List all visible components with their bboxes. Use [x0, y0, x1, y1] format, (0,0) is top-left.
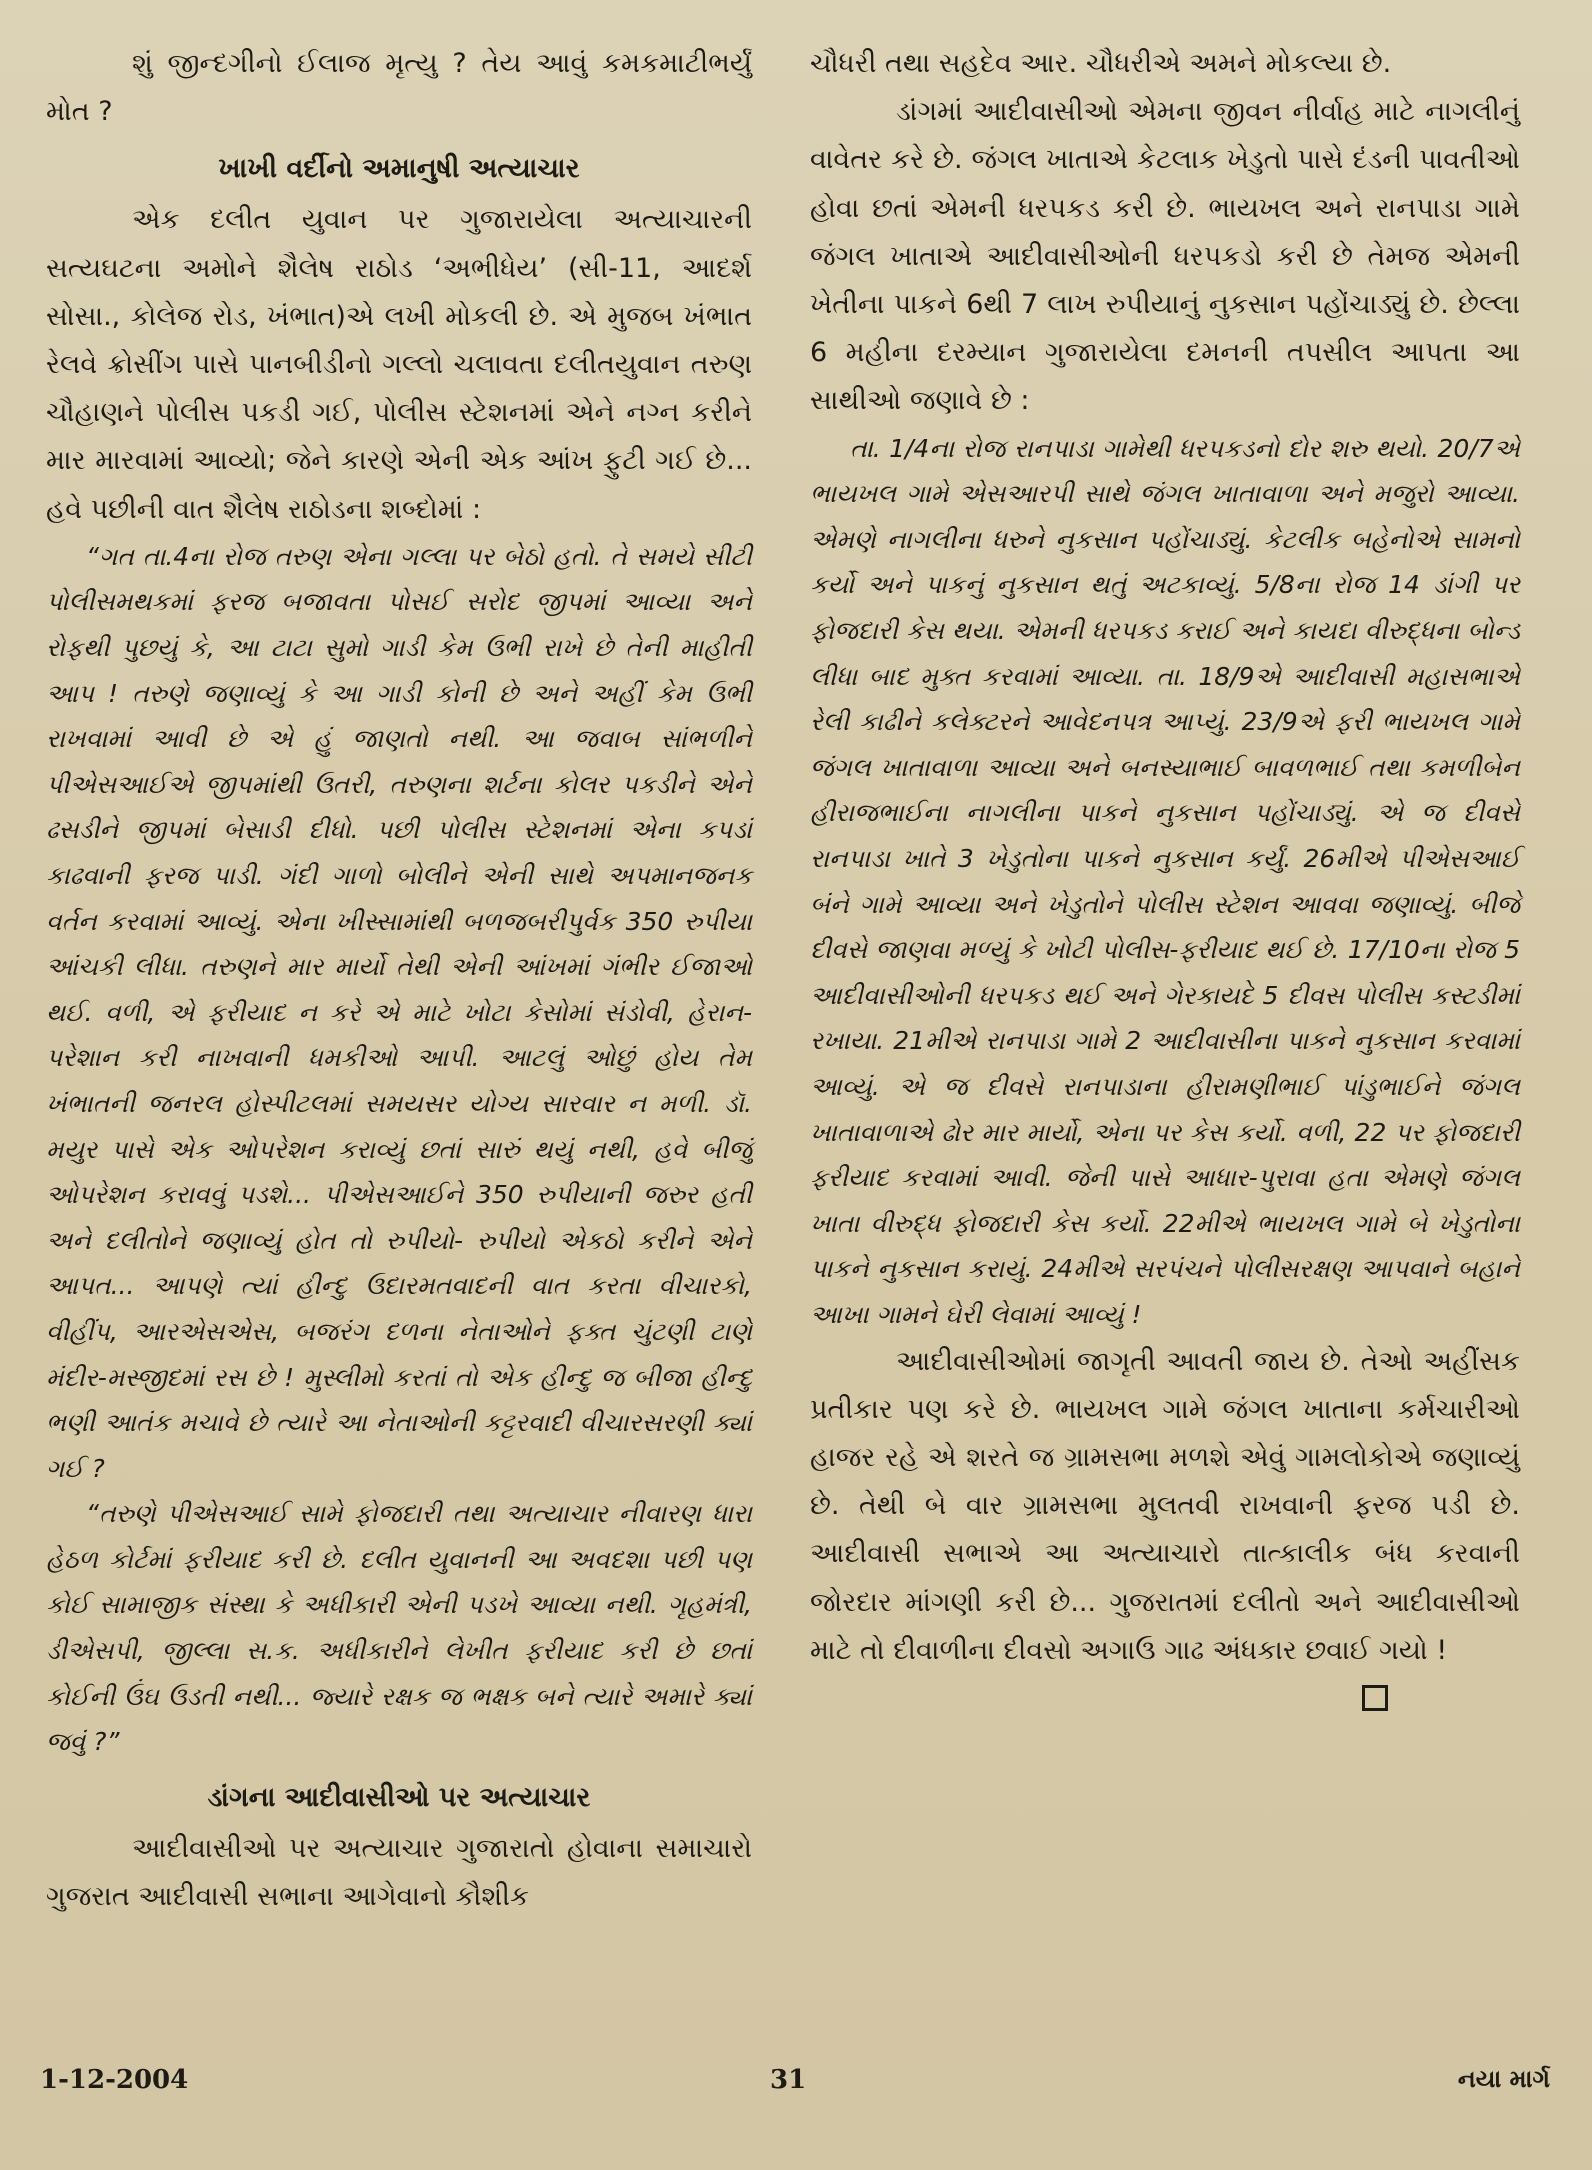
body-paragraph: આદીવાસીઓમાં જાગૃતી આવતી જાય છે. તેઓ અહીંસક પ્રતીકાર પણ કરે છે. ભાયખલ ગામે જંગલ ખાતાના કર્મચારીઓ હાજર રહે એ શરતે જ ગ્રામસભા મળશે એવું ગામલોકોએ જણાવ્યું છે. તેથી બે વાર ગ્રામસભા મુલતવી રાખવાની ફરજ પડી છે. આદીવાસી સભાએ આ અત્યાચારો તાત્કાલીક બંધ કરવાની જોરદાર માંગણી કરી છે... ગુજરાતમાં દલીતો અને આદીવાસીઓ માટે તો દીવાળીના દીવસો અગાઉ ગાઢ અંધકાર છવાઈ ગયો !	[810, 1345, 1520, 1666]
section-heading-dang-adivasi: ડાંગના આદીવાસીઓ પર અત્યાચાર	[207, 1781, 591, 1813]
section-heading-police-atrocity: ખાખી વર્દીનો અમાનુષી અત્યાચાર	[218, 153, 580, 185]
right-column	[810, 40, 1520, 1711]
body-paragraph: આદીવાસીઓ પર અત્યાચાર ગુજારાતો હોવાના સમાચારો ગુજરાત આદીવાસી સભાના આગેવાનો કૌશીક	[46, 1832, 752, 1913]
body-paragraph: એક દલીત યુવાન પર ગુજારાયેલા અત્યાચારની સત્યઘટના અમોને શૈલેષ રાઠોડ ‘અભીધેય’ (સી-11, આદર્શ સોસા., કોલેજ રોડ, ખંભાત)એ લખી મોકલી છે. એ મુજબ ખંભાત રેલવે ક્રોસીંગ પાસે પાનબીડીનો ગલ્લો ચલાવતા દલીતયુવાન તરુણ ચૌહાણને પોલીસ પકડી ગઈ, પોલીસ સ્ટેશનમાં એને નગ્ન કરીને માર મારવામાં આવ્યો; જેને કારણે એની એક આંખ ફુટી ગઈ છે... હવે પછીની વાત શૈલેષ રાઠોડના શબ્દોમાં :	[46, 204, 752, 525]
page-footer	[40, 2065, 1550, 2105]
left-column	[46, 40, 752, 1921]
quote-paragraph: “ગત તા.4ના રોજ તરુણ એના ગલ્લા પર બેઠો હતો. તે સમયે સીટી પોલીસમથકમાં ફરજ બજાવતા પોસઈ સરોદ જીપમાં આવ્યા અને રોફથી પુછયું કે, આ ટાટા સુમો ગાડી કેમ ઉભી રાખે છે તેની માહીતી આપ ! તરુણે જણાવ્યું કે આ ગાડી કોની છે અને અહીં કેમ ઉભી રાખવામાં આવી છે એ હું જાણતો નથી. આ જવાબ સાંભળીને પીએસઆઈએ જીપમાંથી ઉતરી, તરુણના શર્ટના કોલર પકડીને એને ઢસડીને જીપમાં બેસાડી દીધો. પછી પોલીસ સ્ટેશનમાં એના કપડાં કાઢવાની ફરજ પાડી. ગંદી ગાળો બોલીને એની સાથે અપમાનજનક વર્તન કરવામાં આવ્યું. એના ખીસ્સામાંથી બળજબરીપુર્વક 350 રુપીયા આંચકી લીધા. તરુણને માર માર્યો તેથી એની આંખમાં ગંભીર ઈજાઓ થઈ. વળી, એ ફરીયાદ ન કરે એ માટે ખોટા કેસોમાં સંડોવી, હેરાન-પરેશાન કરી નાખવાની ધમકીઓ આપી. આટલું ઓછું હોય તેમ ખંભાતની જનરલ હોસ્પીટલમાં સમયસર યોગ્ય સારવાર ન મળી. ડૉ. મયુર પાસે એક ઓપરેશન કરાવ્યું છતાં સારું થયું નથી, હવે બીજું ઓપરેશન કરાવવું પડશે... પીએસઆઈને 350 રુપીયાની જરુર હતી અને દલીતોને જણાવ્યું હોત તો રુપીયો- રુપીયો એકઠો કરીને એને આપત... આપણે ત્યાં હીન્દુ ઉદારમતવાદની વાત કરતા વીચારકો, વીહીંપ, આરએસએસ, બજરંગ દળના નેતાઓને ફક્ત ચુંટણી ટાણે મંદીર-મસ્જીદમાં રસ છે ! મુસ્લીમો કરતાં તો એક હીન્દુ જ બીજા હીન્દુ ભણી આતંક મચાવે છે ત્યારે આ નેતાઓની કટ્ટરવાદી વીચારસરણી ક્યાં ગઈ ?	[46, 541, 752, 1483]
intro-paragraph: શું જીન્દગીનો ઈલાજ મૃત્યુ ? તેય આવું કમકમાટીભર્યું મોત ?	[46, 48, 752, 128]
quote-paragraph: “તરુણે પીએસઆઈ સામે ફોજદારી તથા અત્યાચાર નીવારણ ધારા હેઠળ કોર્ટમાં ફરીયાદ કરી છે. દલીત યુવાનની આ અવદશા પછી પણ કોઈ સામાજીક સંસ્થા કે અધીકારી એની પડખે આવ્યા નથી. ગૃહમંત્રી, ડીએસપી, જીલ્લા સ.ક. અધીકારીને લેખીત ફરીયાદ કરી છે છતાં કોઈની ઉંઘ ઉડતી નથી... જ્યારે રક્ષક જ ભક્ષક બને ત્યારે અમારે ક્યાં જવું ?”	[46, 1499, 752, 1757]
end-of-article-icon	[1362, 1685, 1388, 1711]
body-paragraph: ચૌધરી તથા સહદેવ આર. ચૌધરીએ અમને મોકલ્યા છે.	[810, 48, 1392, 79]
issue-date: 1-12-2004	[40, 2065, 189, 2095]
page-number: 31	[770, 2065, 807, 2095]
quote-paragraph: તા. 1/4ના રોજ રાનપાડા ગામેથી ધરપકડનો દોર શરુ થયો. 20/7એ ભાયખલ ગામે એસઆરપી સાથે જંગલ ખાતાવાળા અને મજુરો આવ્યા. એમણે નાગલીના ધરુને નુકસાન પહોંચાડ્યું. કેટલીક બહેનોએ સામનો કર્યો અને પાકનું નુકસાન થતું અટકાવ્યું. 5/8ના રોજ 14 ડાંગી પર ફોજદારી કેસ થયા. એમની ધરપકડ કરાઈ અને કાયદા વીરુદ્ધના બોન્ડ લીધા બાદ મુક્ત કરવામાં આવ્યા. તા. 18/9એ આદીવાસી મહાસભાએ રેલી કાઢીને કલેક્ટરને આવેદનપત્ર આપ્યું. 23/9એ ફરી ભાયખલ ગામે જંગલ ખાતાવાળા આવ્યા અને બનસ્યાભાઈ બાવળભાઈ તથા કમળીબેન હીરાજભાઈના નાગલીના પાકને નુકસાન પહોંચાડ્યું. એ જ દીવસે રાનપાડા ખાતે 3 ખેડુતોના પાકને નુકસાન કર્યું. 26મીએ પીએસઆઈ બંને ગામે આવ્યા અને ખેડુતોને પોલીસ સ્ટેશન આવવા જણાવ્યું. બીજે દીવસે જાણવા મળ્યું કે ખોટી પોલીસ-ફરીયાદ થઈ છે. 17/10ના રોજ 5 આદીવાસીઓની ધરપકડ થઈ અને ગેરકાયદે 5 દીવસ પોલીસ કસ્ટડીમાં રખાયા. 21મીએ રાનપાડા ગામે 2 આદીવાસીના પાકને નુકસાન કરવામાં આવ્યું. એ જ દીવસે રાનપાડાના હીરામણીભાઈ પાંડુભાઈને જંગલ ખાતાવાળાએ ઢોર માર માર્યો, એના પર કેસ કર્યો. વળી, 22 પર ફોજદારી ફરીયાદ કરવામાં આવી. જેની પાસે આધાર-પુરાવા હતા એમણે જંગલ ખાતા વીરુદ્ધ ફોજદારી કેસ કર્યો. 22મીએ ભાયખલ ગામે બે ખેડુતોના પાકને નુકસાન કરાયું. 24મીએ સરપંચને પોલીસરક્ષણ આપવાને બહાને આખા ગામને ઘેરી લેવામાં આવ્યું !	[810, 433, 1520, 1329]
magazine-name: નયા માર્ગ	[1457, 2065, 1550, 2093]
body-paragraph: ડાંગમાં આદીવાસીઓ એમના જીવન નીર્વાહ માટે નાગલીનું વાવેતર કરે છે. જંગલ ખાતાએ કેટલાક ખેડુતો પાસે દંડની પાવતીઓ હોવા છતાં એમની ધરપકડ કરી છે. ભાયખલ અને રાનપાડા ગામે જંગલ ખાતાએ આદીવાસીઓની ધરપકડો કરી છે તેમજ એમની ખેતીના પાકને 6થી 7 લાખ રુપીયાનું નુકસાન પહોંચાડ્યું છે. છેલ્લા 6 મહીના દરમ્યાન ગુજારાયેલા દમનની તપસીલ આપતા આ સાથીઓ જણાવે છે :	[810, 96, 1520, 417]
